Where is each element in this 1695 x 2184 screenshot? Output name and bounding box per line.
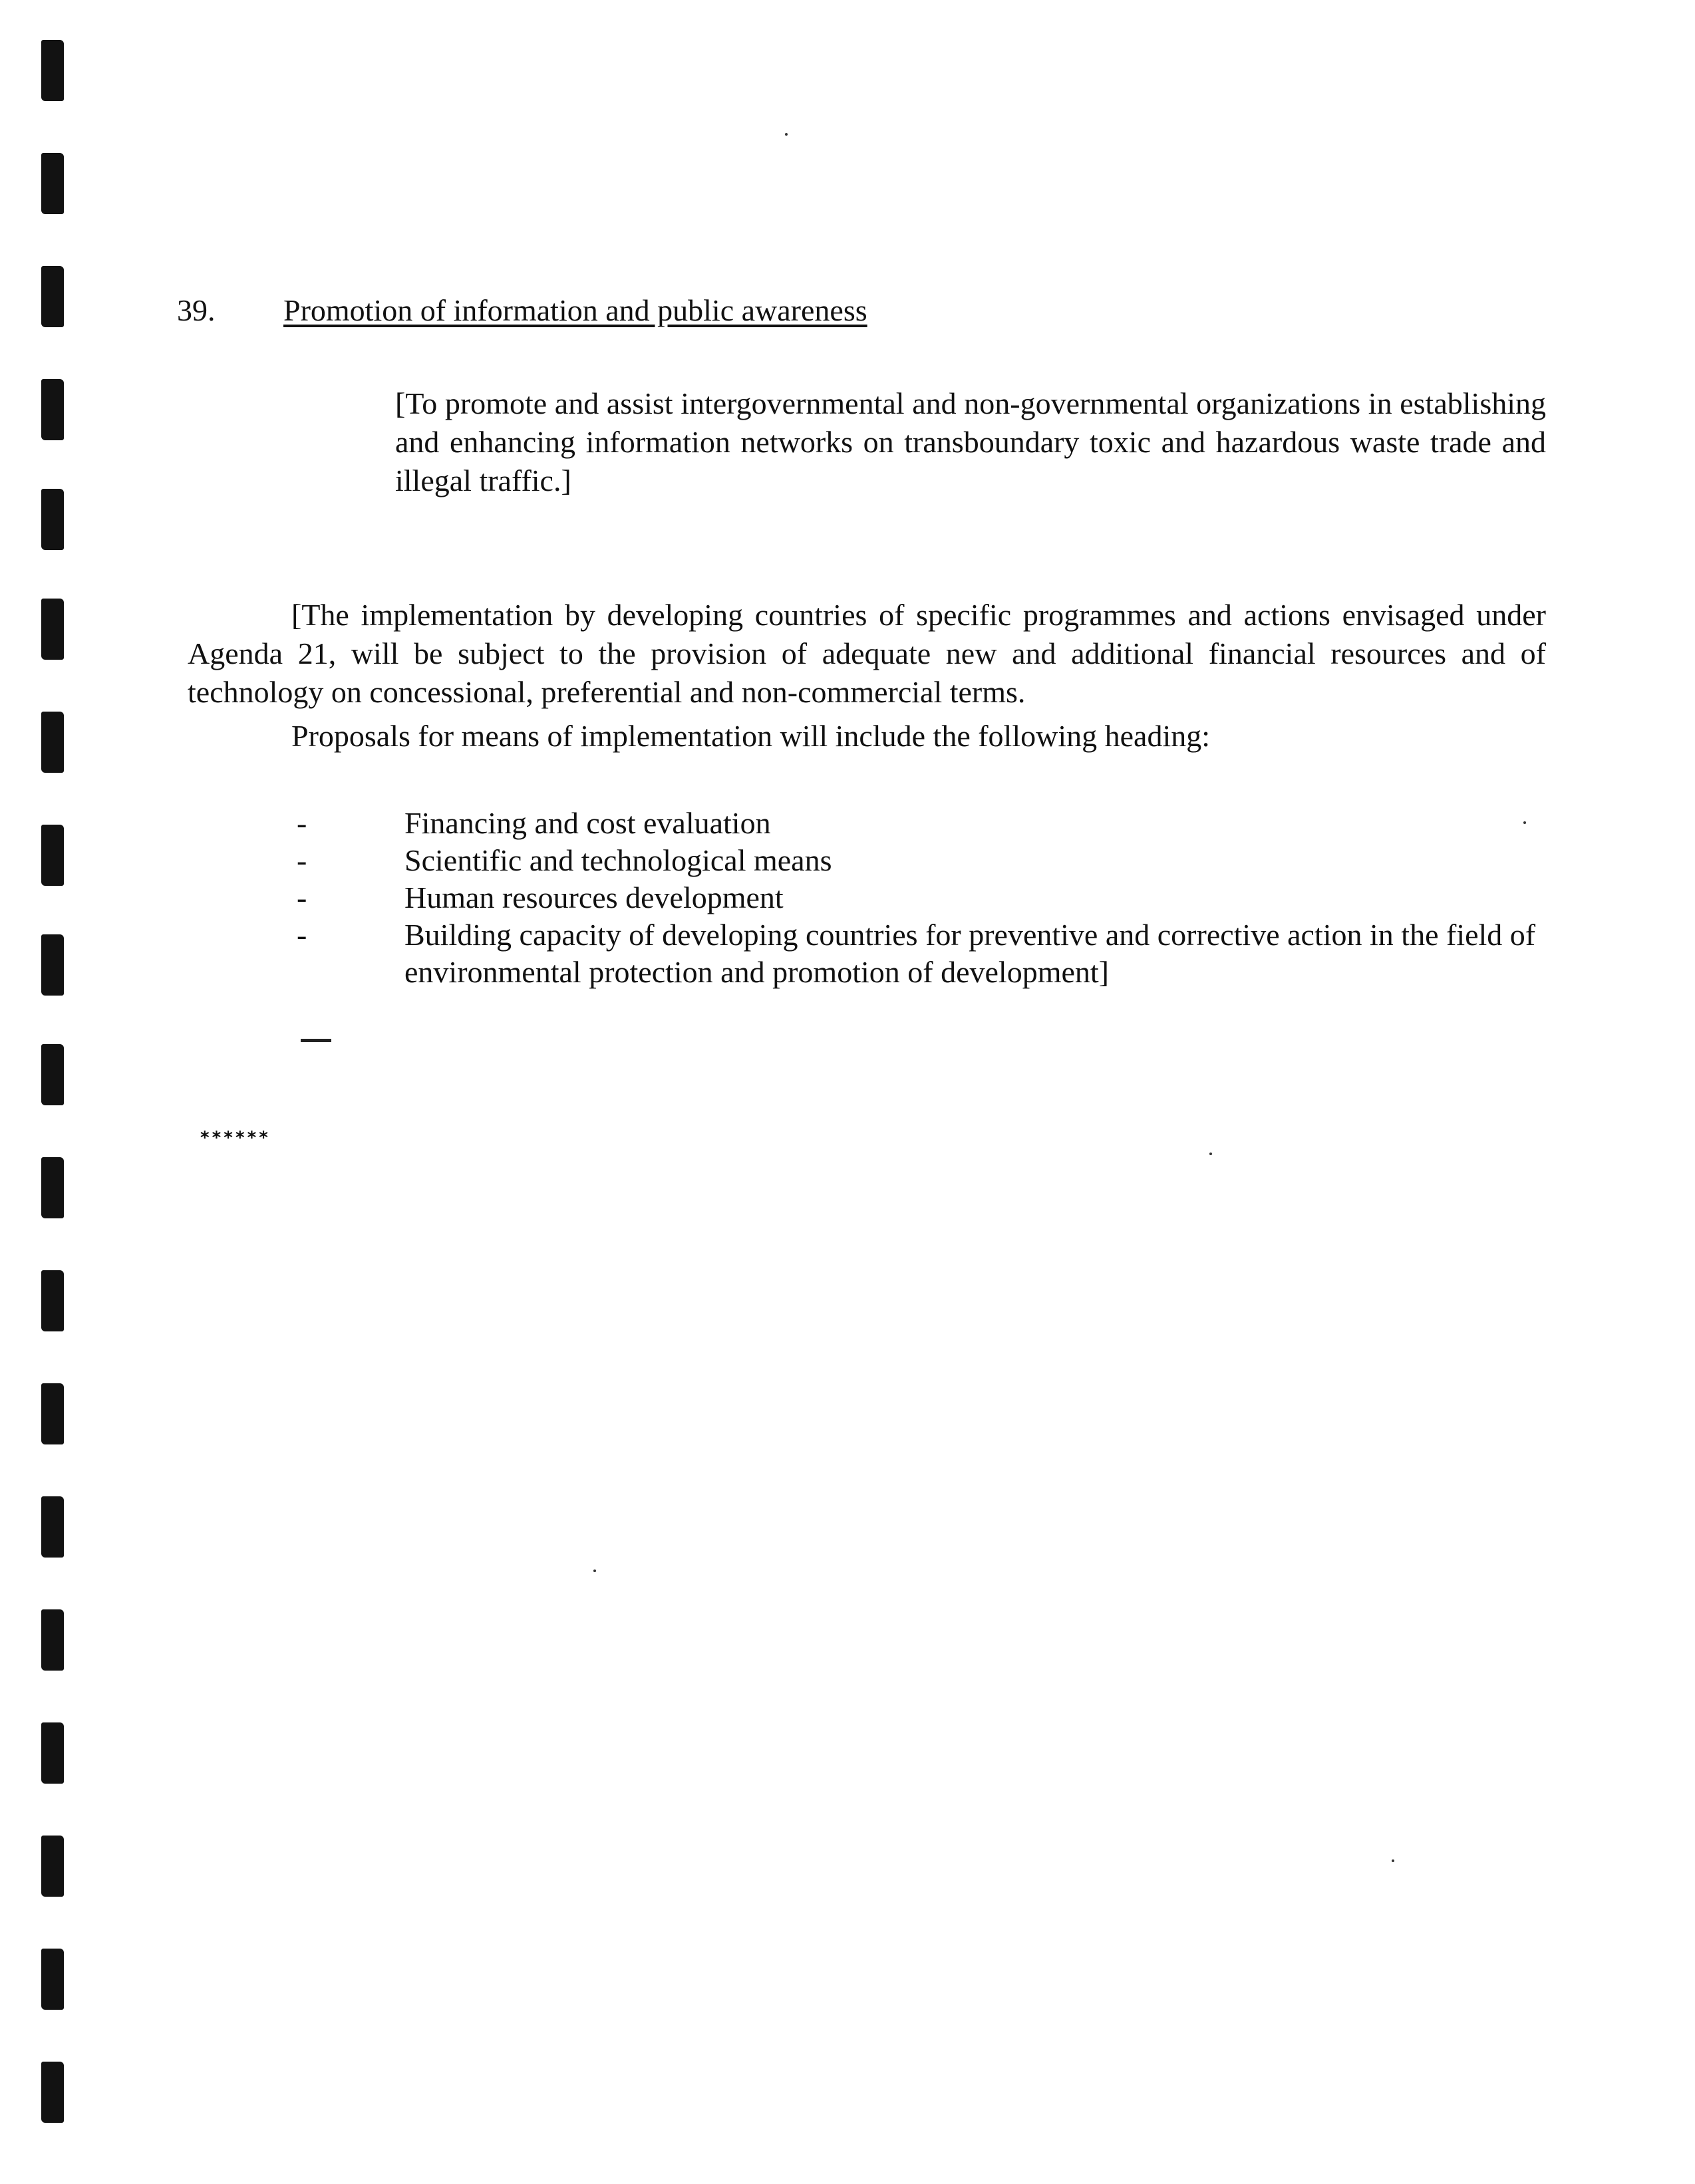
end-marker: ****** [200, 1128, 270, 1148]
section-title: Promotion of information and public awareness [283, 293, 867, 327]
list-item [291, 916, 1549, 991]
list-item [291, 805, 1549, 842]
scan-speck [593, 1570, 596, 1572]
bullet-dash: - [297, 881, 307, 914]
section-number: 39. [177, 293, 216, 327]
binder-mark [41, 266, 64, 327]
list-item-text: Scientific and technological means [404, 843, 832, 877]
list-item-text: Building capacity of developing countries for preventive and corrective action in the field of environmental protection and promotion of development] [404, 918, 1536, 989]
binder-mark [41, 1609, 64, 1671]
binder-mark [41, 934, 64, 996]
scan-speck [785, 133, 788, 136]
proposals-list [291, 805, 1549, 991]
binder-mark [41, 1722, 64, 1784]
bullet-dash: - [297, 918, 307, 952]
scan-speck [1209, 1153, 1212, 1155]
list-item [291, 879, 1549, 916]
bracketed-objective-paragraph: [To promote and assist intergovernmental and non-governmental organizations in establishing and enhancing information networks on transboundary toxic and hazardous waste trade and illegal traffic.] [395, 386, 1546, 497]
binder-mark [41, 489, 64, 550]
binder-mark [41, 712, 64, 773]
proposals-intro: Proposals for means of implementation will include the following heading: [291, 719, 1211, 753]
binder-mark [41, 153, 64, 214]
list-item-text: Human resources development [404, 881, 784, 914]
bullet-dash: - [297, 806, 307, 840]
binder-mark [41, 1044, 64, 1105]
section-heading [177, 293, 867, 328]
binder-mark [41, 825, 64, 886]
separator-dash [301, 1039, 331, 1042]
implementation-paragraph: [The implementation by developing countries of specific programmes and actions envisaged under Agenda 21, will be subject to the provision of adequate new and additional financial resources and of technology on concessional, preferential and non-commercial terms. [188, 598, 1546, 709]
binder-mark [41, 2062, 64, 2123]
bullet-dash: - [297, 843, 307, 877]
list-item-text: Financing and cost evaluation [404, 806, 771, 840]
binder-mark [41, 599, 64, 660]
list-item [291, 842, 1549, 879]
binder-mark [41, 1383, 64, 1444]
binder-mark [41, 1496, 64, 1558]
binder-mark [41, 1270, 64, 1331]
binder-mark [41, 1949, 64, 2010]
binder-mark [41, 379, 64, 440]
binder-mark [41, 1836, 64, 1897]
binder-mark [41, 1157, 64, 1218]
scan-speck [1392, 1859, 1394, 1862]
binder-mark [41, 40, 64, 101]
